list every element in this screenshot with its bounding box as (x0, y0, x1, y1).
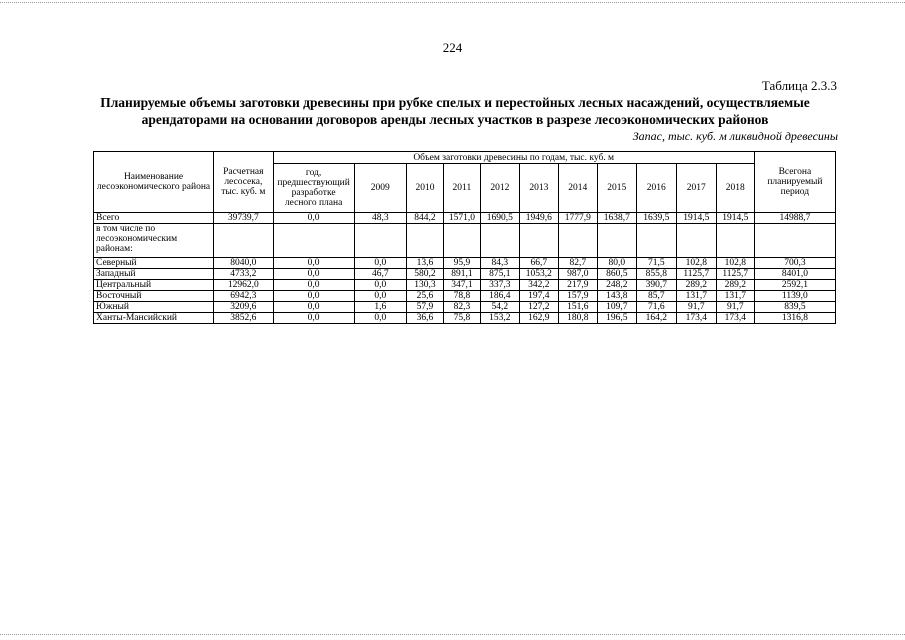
table-cell: 891,1 (443, 269, 480, 280)
table-row (94, 313, 836, 324)
table-cell: 12962,0 (214, 280, 274, 291)
table-cell: Южный (94, 302, 214, 313)
table-cell: 173,4 (676, 313, 716, 324)
table-cell: 700,3 (754, 258, 835, 269)
table-cell: 1638,7 (597, 213, 636, 224)
table-cell: Ханты-Мансийский (94, 313, 214, 324)
table-cell: 102,8 (716, 258, 754, 269)
table-cell: 839,5 (754, 302, 835, 313)
header-year: 2013 (519, 164, 558, 213)
table-cell: 1949,6 (519, 213, 558, 224)
table-cell: 337,3 (480, 280, 519, 291)
table-cell: 1690,5 (480, 213, 519, 224)
table-cell: 85,7 (636, 291, 676, 302)
table-cell: 8040,0 (214, 258, 274, 269)
table-cell: 151,6 (558, 302, 597, 313)
table-cell: 217,9 (558, 280, 597, 291)
header-allowable-cut: Расчетная лесосека, тыс. куб. м (214, 152, 274, 213)
header-year: 2011 (443, 164, 480, 213)
table-title-line-2: арендаторами на основании договоров аренды лесных участков в разрезе лесоэкономических районов (141, 112, 769, 127)
harvest-volume-table (93, 151, 836, 324)
table-cell: 390,7 (636, 280, 676, 291)
table-cell: 71,6 (636, 302, 676, 313)
table-cell: 36,6 (406, 313, 443, 324)
section-label: в том числе по лесоэкономическим районам: (94, 224, 214, 258)
table-cell: 0,0 (354, 291, 406, 302)
table-cell: 3852,6 (214, 313, 274, 324)
table-cell: Северный (94, 258, 214, 269)
header-year: 2016 (636, 164, 676, 213)
header-district: Наименование лесоэкономического района (94, 152, 214, 213)
table-cell: 84,3 (480, 258, 519, 269)
table-row (94, 280, 836, 291)
table-cell: Восточный (94, 291, 214, 302)
table-cell: 0,0 (273, 258, 354, 269)
table-cell: 1777,9 (558, 213, 597, 224)
table-cell: 157,9 (558, 291, 597, 302)
table-cell: 875,1 (480, 269, 519, 280)
table-number: Таблица 2.3.3 (761, 78, 837, 93)
header-year: 2017 (676, 164, 716, 213)
table-cell: 347,1 (443, 280, 480, 291)
table-cell: 48,3 (354, 213, 406, 224)
table-row (94, 269, 836, 280)
table-title (70, 94, 840, 128)
table-cell: 0,0 (273, 213, 354, 224)
table-cell: 95,9 (443, 258, 480, 269)
table-cell: 248,2 (597, 280, 636, 291)
table-cell: 1571,0 (443, 213, 480, 224)
table-cell: 0,0 (273, 302, 354, 313)
table-cell: 0,0 (354, 280, 406, 291)
table-cell: 0,0 (273, 280, 354, 291)
table-cell: 844,2 (406, 213, 443, 224)
table-cell: 855,8 (636, 269, 676, 280)
table-row (94, 258, 836, 269)
table-cell: Всего (94, 213, 214, 224)
table-cell: Западный (94, 269, 214, 280)
header-prior-year: год, предшествующий разработке лесного плана (273, 164, 354, 213)
table-cell: 1316,8 (754, 313, 835, 324)
table-cell: 78,8 (443, 291, 480, 302)
units-note: Запас, тыс. куб. м ликвидной древесины (632, 129, 838, 143)
table-cell: 186,4 (480, 291, 519, 302)
table-cell: 39739,7 (214, 213, 274, 224)
table-row (94, 291, 836, 302)
table-cell: 91,7 (716, 302, 754, 313)
table-cell: 1914,5 (716, 213, 754, 224)
table-cell: 8401,0 (754, 269, 835, 280)
table-cell: 289,2 (716, 280, 754, 291)
total-row (94, 213, 836, 224)
table-cell: 1053,2 (519, 269, 558, 280)
table-cell: 0,0 (273, 291, 354, 302)
table-cell: 54,2 (480, 302, 519, 313)
table-cell: 109,7 (597, 302, 636, 313)
table-cell: 2592,1 (754, 280, 835, 291)
header-year: 2009 (354, 164, 406, 213)
table-cell: 0,0 (273, 313, 354, 324)
table-cell: 1125,7 (676, 269, 716, 280)
table-cell: 153,2 (480, 313, 519, 324)
table-cell: 580,2 (406, 269, 443, 280)
table-cell: 162,9 (519, 313, 558, 324)
table-cell: 14988,7 (754, 213, 835, 224)
table-cell: 3209,6 (214, 302, 274, 313)
table-title-line-1: Планируемые объемы заготовки древесины при рубке спелых и перестойных лесных насаждений, осуществляемые (100, 95, 810, 110)
table-cell: 0,0 (354, 258, 406, 269)
table-cell: 102,8 (676, 258, 716, 269)
table-cell: 180,8 (558, 313, 597, 324)
table-cell: 289,2 (676, 280, 716, 291)
table-cell: 131,7 (676, 291, 716, 302)
table-cell: 1139,0 (754, 291, 835, 302)
table-cell: 164,2 (636, 313, 676, 324)
page-number: 224 (442, 40, 463, 55)
scan-edge-bottom (0, 634, 905, 635)
table-row (94, 302, 836, 313)
table-cell: 1125,7 (716, 269, 754, 280)
header-year: 2012 (480, 164, 519, 213)
table-cell: 143,8 (597, 291, 636, 302)
table-cell: 25,6 (406, 291, 443, 302)
section-row (94, 224, 836, 258)
table-cell: 987,0 (558, 269, 597, 280)
table-cell: 1,6 (354, 302, 406, 313)
header-year: 2014 (558, 164, 597, 213)
table-cell: 1639,5 (636, 213, 676, 224)
table-cell: 82,7 (558, 258, 597, 269)
table-cell: 91,7 (676, 302, 716, 313)
table-cell: 860,5 (597, 269, 636, 280)
table-cell: 0,0 (273, 269, 354, 280)
table-cell: 173,4 (716, 313, 754, 324)
table-cell: 130,3 (406, 280, 443, 291)
table-cell: 57,9 (406, 302, 443, 313)
table-cell: 71,5 (636, 258, 676, 269)
header-year: 2018 (716, 164, 754, 213)
table-cell: 127,2 (519, 302, 558, 313)
table-cell: 66,7 (519, 258, 558, 269)
table-cell: 342,2 (519, 280, 558, 291)
header-year: 2015 (597, 164, 636, 213)
header-volume-by-years: Объем заготовки древесины по годам, тыс. куб. м (273, 152, 754, 164)
table-cell: 0,0 (354, 313, 406, 324)
table-cell: Центральный (94, 280, 214, 291)
header-row-1 (94, 152, 836, 164)
table-cell: 80,0 (597, 258, 636, 269)
table-cell: 75,8 (443, 313, 480, 324)
table-cell: 4733,2 (214, 269, 274, 280)
scan-edge-top (0, 2, 905, 3)
table-cell: 6942,3 (214, 291, 274, 302)
header-year: 2010 (406, 164, 443, 213)
table-cell: 46,7 (354, 269, 406, 280)
header-total-period: Всегона планируемый период (754, 152, 835, 213)
table-cell: 197,4 (519, 291, 558, 302)
table-cell: 82,3 (443, 302, 480, 313)
table-cell: 13,6 (406, 258, 443, 269)
table-cell: 196,5 (597, 313, 636, 324)
table-cell: 1914,5 (676, 213, 716, 224)
table-cell: 131,7 (716, 291, 754, 302)
